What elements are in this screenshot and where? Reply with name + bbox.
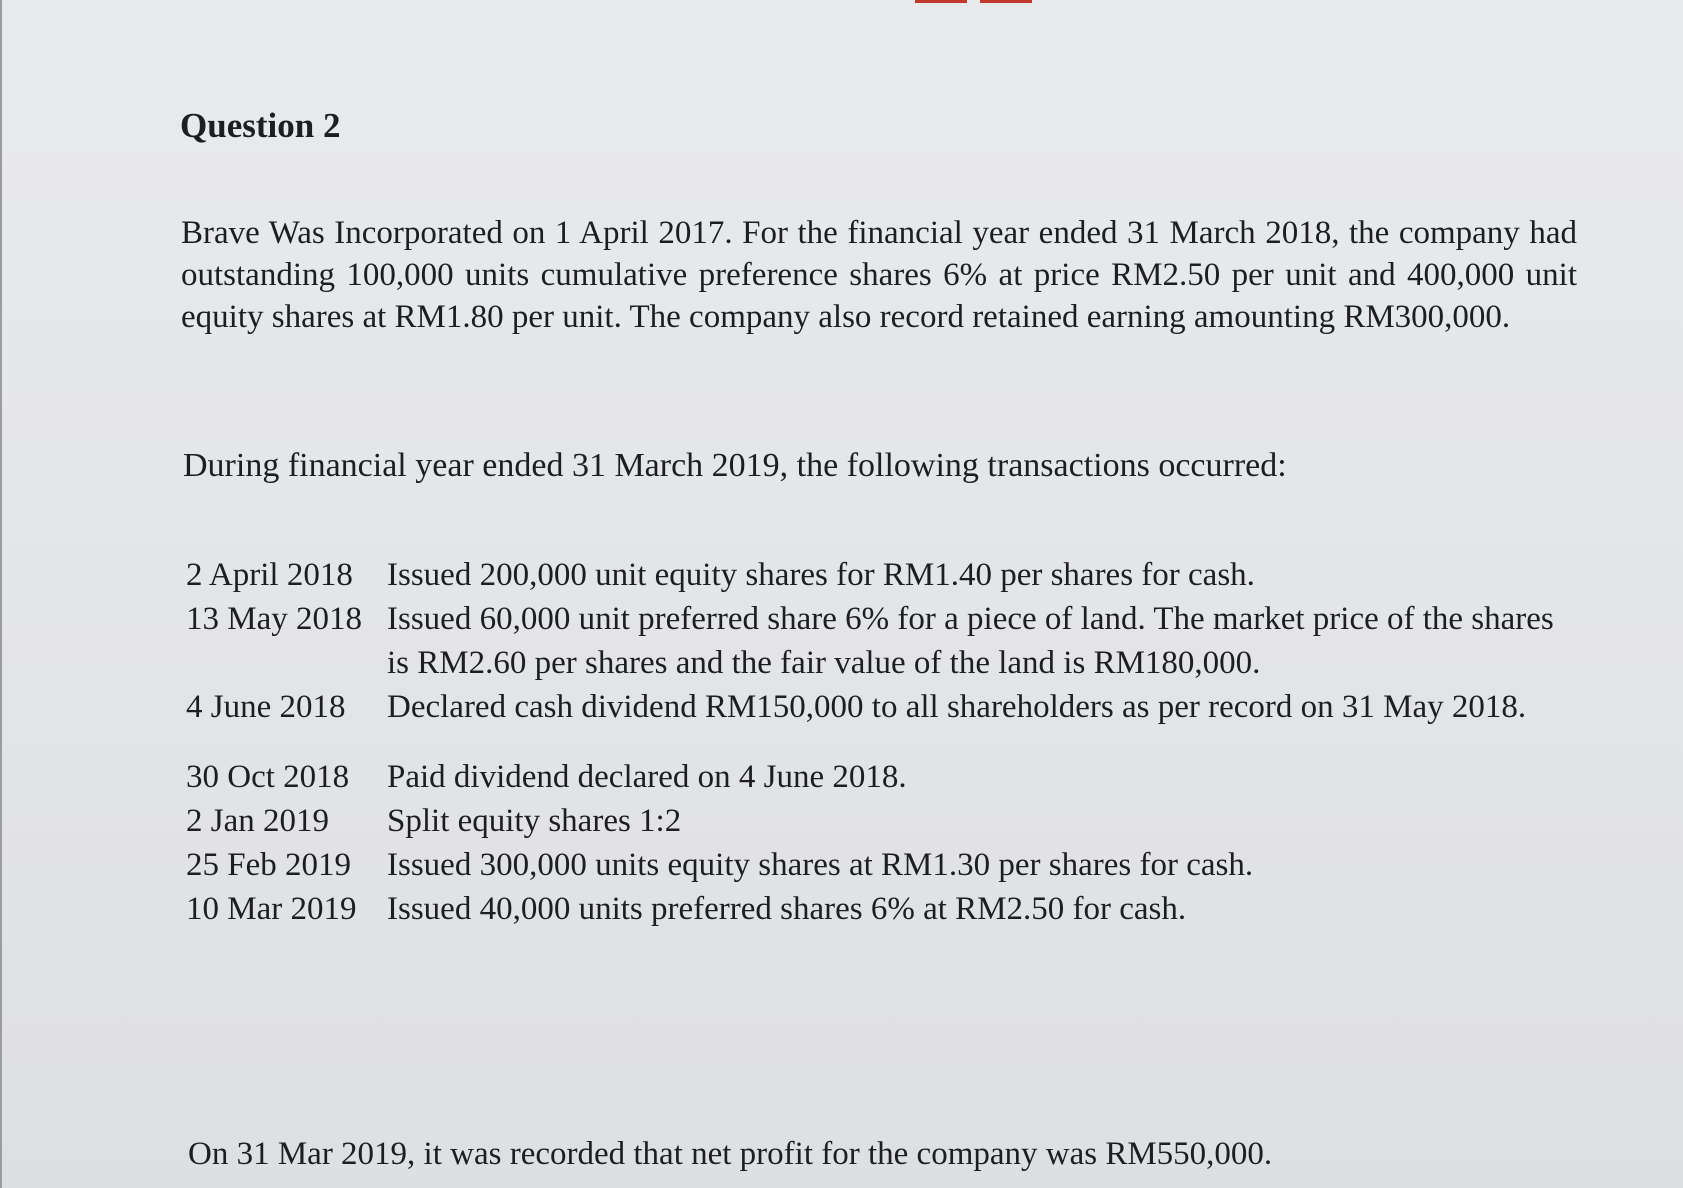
top-red-mark-right xyxy=(980,0,1032,3)
transaction-date: 13 May 2018 xyxy=(186,601,362,637)
transaction-row xyxy=(186,755,1576,799)
transaction-row xyxy=(186,597,1576,685)
question-title: Question 2 xyxy=(180,106,341,145)
transaction-description: Issued 60,000 unit preferred share 6% for a piece of land. The market price of the shares is RM2.60 per shares and the fair value of the land is RM180,000. xyxy=(387,601,1554,681)
transaction-description: Issued 200,000 unit equity shares for RM1.40 per shares for cash. xyxy=(387,557,1255,593)
transaction-row xyxy=(186,553,1576,597)
transaction-date: 25 Feb 2019 xyxy=(186,847,351,883)
transaction-description: Split equity shares 1:2 xyxy=(387,803,682,839)
intro-paragraph: Brave Was Incorporated on 1 April 2017. For the financial year ended 31 March 2018, the company had outstanding 100,000 units cumulative preference shares 6% at price RM2.50 per unit and 400,000 unit equity shares at RM1.80 per unit. The company also record retained earning amounting RM300,000. xyxy=(181,215,1577,335)
transaction-row xyxy=(186,799,1576,843)
transaction-date: 4 June 2018 xyxy=(186,689,346,725)
transaction-description: Issued 40,000 units preferred shares 6% at RM2.50 for cash. xyxy=(387,891,1187,927)
transaction-list xyxy=(186,553,1576,931)
transaction-description: Paid dividend declared on 4 June 2018. xyxy=(387,759,907,795)
transaction-date: 2 Jan 2019 xyxy=(186,803,329,839)
top-red-mark-left xyxy=(915,0,967,3)
transaction-row xyxy=(186,887,1576,931)
paper-left-edge xyxy=(0,0,2,1188)
transaction-date: 30 Oct 2018 xyxy=(186,759,350,795)
transaction-description: Declared cash dividend RM150,000 to all shareholders as per record on 31 May 2018. xyxy=(387,689,1527,725)
transactions-intro: During financial year ended 31 March 2019, the following transactions occurred: xyxy=(183,447,1287,484)
transaction-row xyxy=(186,685,1576,729)
transaction-date: 2 April 2018 xyxy=(186,557,353,593)
closing-statement: On 31 Mar 2019, it was recorded that net profit for the company was RM550,000. xyxy=(188,1136,1273,1172)
transaction-description: Issued 300,000 units equity shares at RM1.30 per shares for cash. xyxy=(387,847,1254,883)
transaction-row xyxy=(186,843,1576,887)
transaction-date: 10 Mar 2019 xyxy=(186,891,357,927)
